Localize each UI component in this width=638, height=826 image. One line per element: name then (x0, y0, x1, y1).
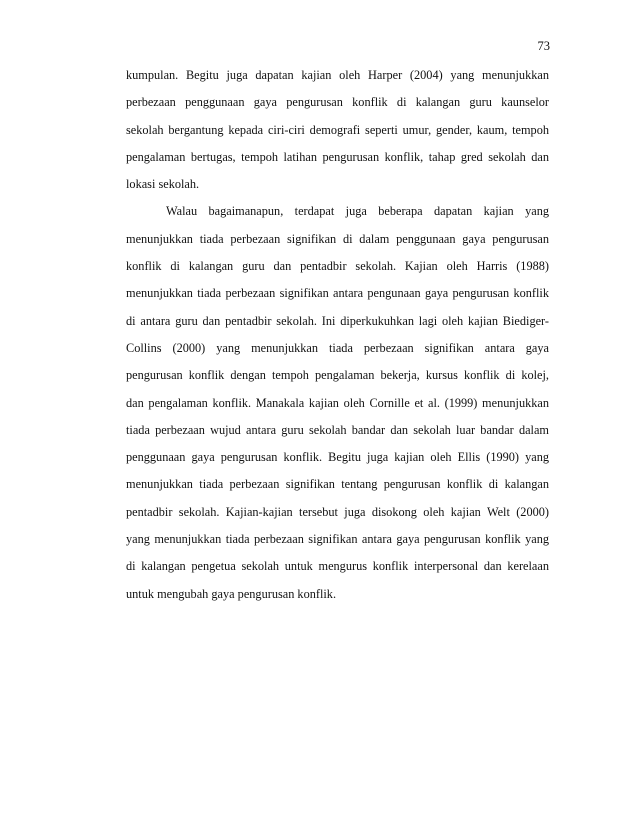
text-line: kumpulan. Begitu juga dapatan kajian oleh Harper (2004) yang menunjukkan (126, 68, 549, 82)
text-line: menunjukkan tiada perbezaan signifikan antara pengunaan gaya pengurusan konflik (126, 286, 549, 301)
text-line: Walau bagaimanapun, terdapat juga beberapa dapatan kajian yang (166, 204, 549, 219)
body-text (126, 62, 549, 608)
text-line: Collins (2000) yang menunjukkan tiada perbezaan signifikan antara gaya (126, 340, 549, 355)
text-line: pengalaman bertugas, tempoh latihan pengurusan konflik, tahap gred sekolah dan (126, 149, 549, 164)
text-line: tiada perbezaan wujud antara guru sekolah bandar dan sekolah luar bandar dalam (126, 422, 549, 437)
text-line: sekolah bergantung kepada ciri-ciri demografi seperti umur, gender, kaum, tempoh (126, 122, 549, 137)
text-line: perbezaan penggunaan gaya pengurusan konflik di kalangan guru kaunselor (126, 95, 549, 110)
text-line: di kalangan pengetua sekolah untuk mengurus konflik interpersonal dan kerelaan (126, 559, 549, 574)
text-line: konflik di kalangan guru dan pentadbir sekolah. Kajian oleh Harris (1988) (126, 259, 549, 274)
text-line: yang menunjukkan tiada perbezaan signifikan antara gaya pengurusan konflik yang (126, 532, 549, 547)
text-line: pengurusan konflik dengan tempoh pengalaman bekerja, kursus konflik di kolej, (126, 368, 549, 383)
text-line: menunjukkan tiada perbezaan signifikan tentang pengurusan konflik di kalangan (126, 477, 549, 492)
text-line: pentadbir sekolah. Kajian-kajian tersebut juga disokong oleh kajian Welt (2000) (126, 504, 549, 519)
text-line: dan pengalaman konflik. Manakala kajian oleh Cornille et al. (1999) menunjukkan (126, 395, 549, 410)
text-line: di antara guru dan pentadbir sekolah. Ini diperkukuhkan lagi oleh kajian Biediger- (126, 313, 549, 328)
text-line: penggunaan gaya pengurusan konflik. Begitu juga kajian oleh Ellis (1990) yang (126, 450, 549, 465)
text-line: menunjukkan tiada perbezaan signifikan di dalam penggunaan gaya pengurusan (126, 231, 549, 246)
text-line: lokasi sekolah. (126, 177, 200, 192)
page-number: 73 (537, 39, 550, 53)
text-line: untuk mengubah gaya pengurusan konflik. (126, 586, 337, 601)
